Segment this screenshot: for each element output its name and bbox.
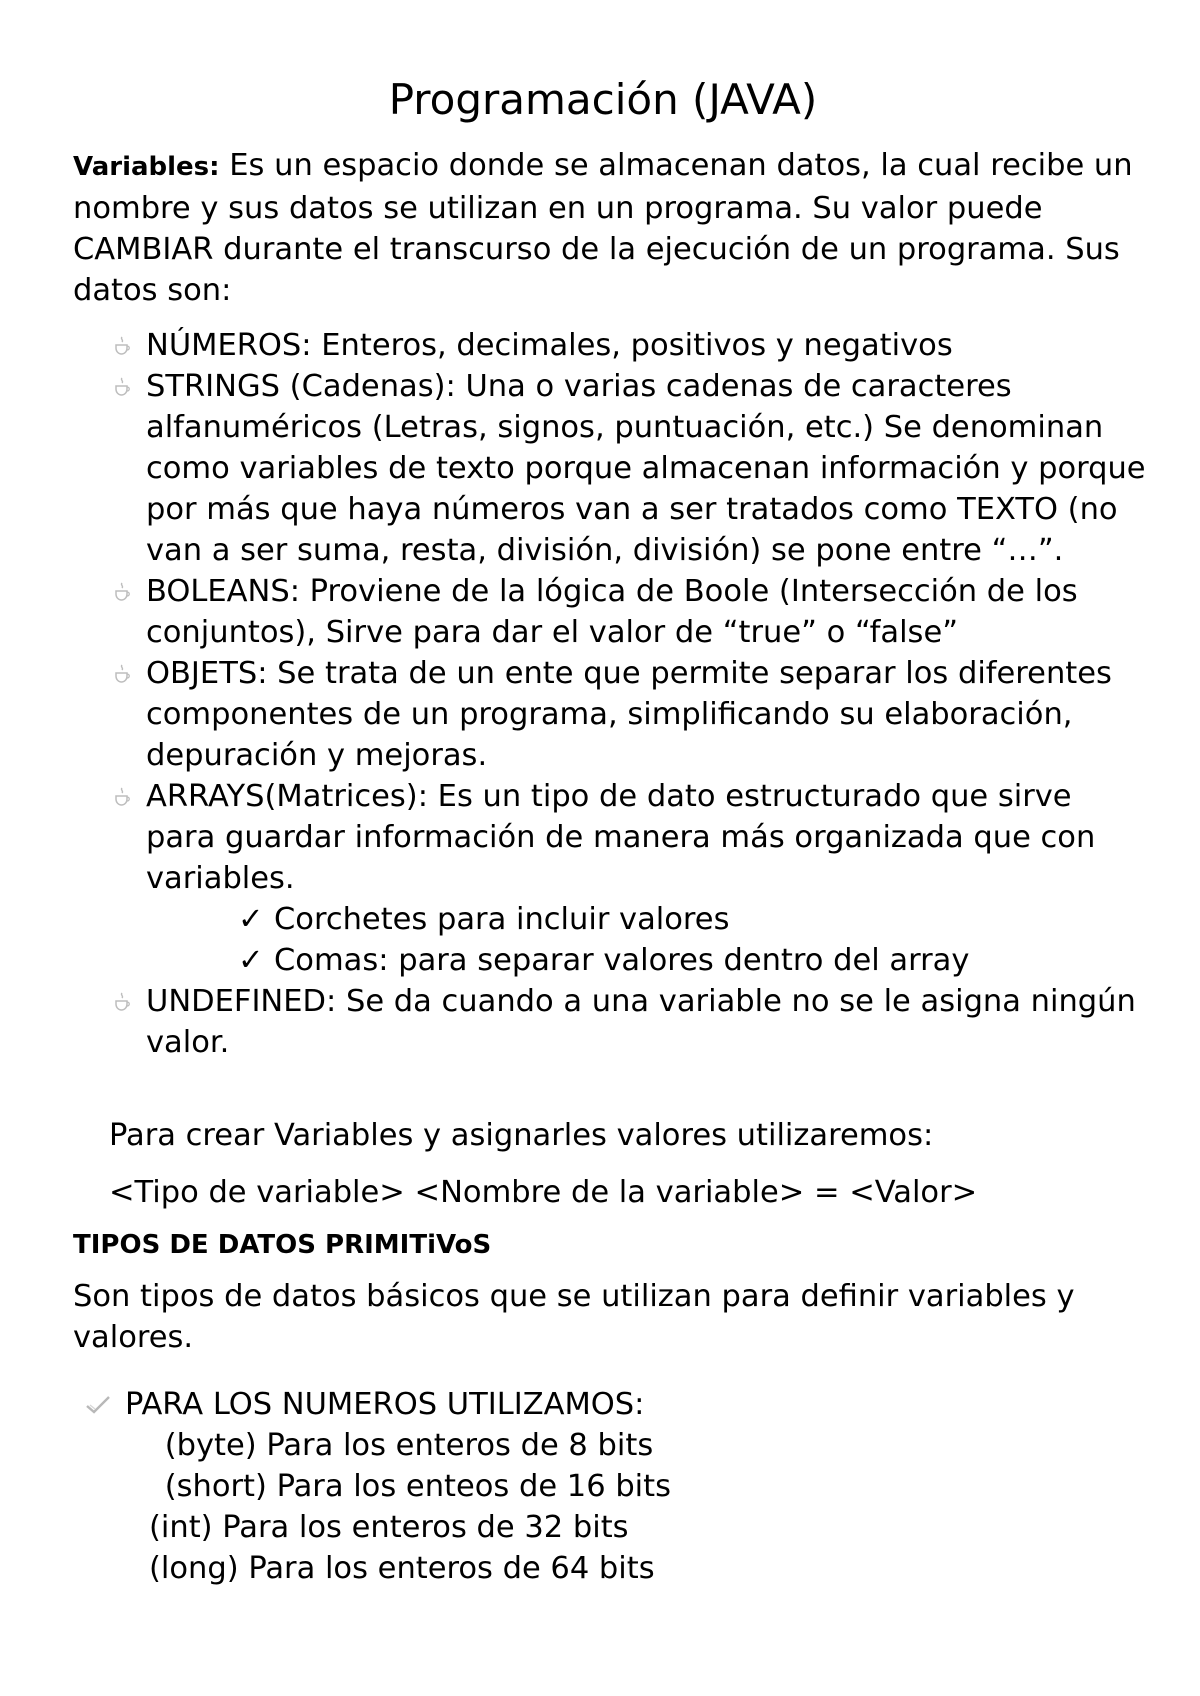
number-type-row: (byte) Para los enteros de 8 bits (155, 1428, 654, 1463)
intro-text: Es un espacio donde se almacenan datos, la cual recibe un nombre y sus datos se utilizan en un programa. Su valor puede CAMBIAR durante el transcurso de la ejecución de un programa. Sus datos son: (73, 148, 1133, 308)
array-checks-list (146, 899, 1147, 981)
primitives-description: Son tipos de datos básicos que se utilizan para definir variables y valores. (73, 1279, 1075, 1355)
list-item-text: NÚMEROS: Enteros, decimales, positivos y negativos (146, 328, 953, 363)
list-item-arrays (107, 776, 1147, 981)
java-cup-icon (107, 981, 137, 1022)
list-item-text: OBJETS: Se trata de un ente que permite separar los diferentes componentes de un programa, simplificando su elaboración, depuración y mejoras. (146, 656, 1112, 773)
java-cup-icon (107, 571, 137, 612)
list-item-boleans (107, 571, 1147, 653)
check-item (238, 899, 1147, 940)
checkmark-icon: ✓ (238, 943, 264, 978)
list-item-text: STRINGS (Cadenas): Una o varias cadenas de caracteres alfanuméricos (Letras, signos, puntuación, etc.) Se denominan como variables de texto porque almacenan información y porque por más que haya números van a ser tratados como TEXTO (no van a ser suma, resta, división, división) se pone entre “…”. (146, 369, 1146, 568)
numbers-list-header (85, 1384, 671, 1425)
syntax-text: <Tipo de variable> <Nombre de la variable> = <Valor> (109, 1175, 978, 1210)
number-type-row: (long) Para los enteros de 64 bits (149, 1551, 655, 1586)
list-item-text: UNDEFINED: Se da cuando a una variable no se le asigna ningún valor. (146, 984, 1136, 1060)
intro-paragraph (73, 145, 1143, 311)
java-cup-icon (107, 653, 137, 694)
numbers-list (85, 1384, 671, 1589)
list-item-text: BOLEANS: Proviene de la lógica de Boole (Intersección de los conjuntos), Sirve para dar el valor de “true” o “false” (146, 574, 1078, 650)
check-item-text: Comas: para separar valores dentro del array (274, 943, 970, 978)
list-item-undefined (107, 981, 1147, 1063)
page-title: Programación (JAVA) (388, 75, 818, 124)
check-item (238, 940, 1147, 981)
data-types-list (107, 325, 1147, 1063)
list-item-strings (107, 366, 1147, 571)
list-item-text: ARRAYS(Matrices): Es un tipo de dato estructurado que sirve para guardar información de manera más organizada que con variables. (146, 779, 1096, 896)
java-cup-icon (107, 776, 137, 817)
java-cup-icon (107, 325, 137, 366)
section-heading-primitives: TIPOS DE DATOS PRIMITiVoS (73, 1230, 492, 1260)
number-type-row: (short) Para los enteos de 16 bits (155, 1469, 671, 1504)
checkmark-icon (85, 1394, 111, 1416)
java-cup-icon (107, 366, 137, 407)
list-item-objets (107, 653, 1147, 776)
number-type-row: (int) Para los enteros de 32 bits (149, 1510, 629, 1545)
check-item-text: Corchetes para incluir valores (274, 902, 730, 937)
intro-label: Variables: (73, 152, 220, 182)
numbers-list-title: PARA LOS NUMEROS UTILIZAMOS: (125, 1387, 645, 1422)
create-variables-text: Para crear Variables y asignarles valores utilizaremos: (109, 1118, 934, 1153)
checkmark-icon: ✓ (238, 902, 264, 937)
list-item-numeros (107, 325, 1147, 366)
